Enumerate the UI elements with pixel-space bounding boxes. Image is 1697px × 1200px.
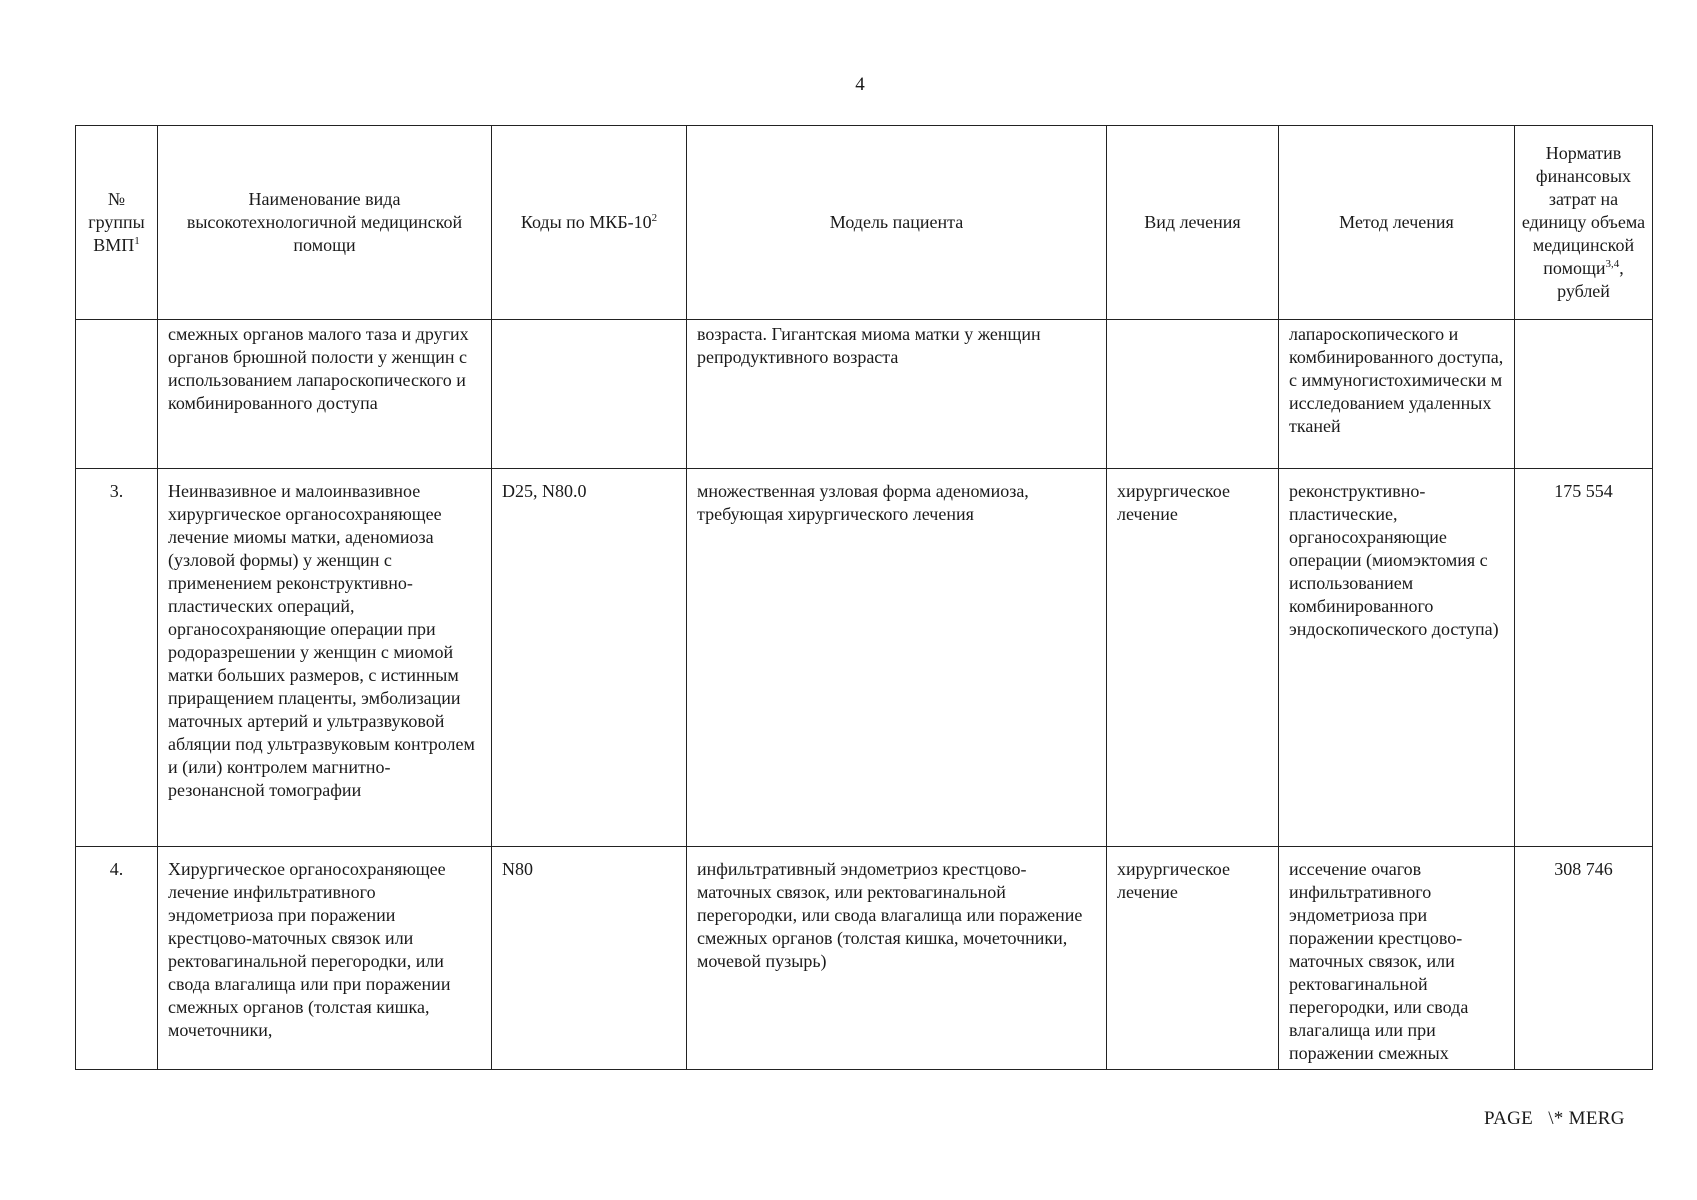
row-treatment-type [1107,320,1279,469]
row-care-name: смежных органов малого таза и других органов брюшной полости у женщин с использованием лапароскопического и комбинированного доступа [158,320,492,469]
row-patient-model: множественная узловая форма аденомиоза, требующая хирургического лечения [687,469,1107,847]
table-row [76,320,1653,469]
row-patient-model: инфильтративный эндометриоз крестцово-маточных связок, или ректовагинальной перегородки, или свода влагалища или поражение смежных органов (толстая кишка, мочеточники, мочевой пузырь) [687,847,1107,1070]
header-icd-codes: Коды по МКБ-$10^2$ [492,126,687,320]
table-header-row [76,126,1653,320]
table-row [76,847,1653,1070]
row-cost [1515,320,1653,469]
row-treatment-method: реконструктивно-пластические, органосохраняющие операции (миомэктомия с использованием комбинированного эндоскопического доступа) [1279,469,1515,847]
row-care-name: Хирургическое органосохраняющее лечение инфильтративного эндометриоза при поражении крестцово-маточных связок или ректовагинальной перегородки, или свода влагалища или при поражении смежных органов (толстая кишка, мочеточники, [158,847,492,1070]
row-number: 4. [76,847,158,1070]
header-patient-model: Модель пациента [687,126,1107,320]
row-codes [492,320,687,469]
row-codes: N80 [492,847,687,1070]
header-group-number: № группы ВМП$^1$ [76,126,158,320]
row-patient-model: возраста. Гигантская миома матки у женщин репродуктивного возраста [687,320,1107,469]
header-treatment-method: Метод лечения [1279,126,1515,320]
table-row [76,469,1653,847]
row-cost: 308 746 [1515,847,1653,1070]
row-number [76,320,158,469]
row-treatment-type: хирургическое лечение [1107,847,1279,1070]
row-treatment-method: лапароскопического и комбинированного доступа, с иммуногистохимически м исследованием удаленных тканей [1279,320,1515,469]
page-field-code: PAGE \* MERG [1484,1108,1625,1129]
row-care-name: Неинвазивное и малоинвазивное хирургическое органосохраняющее лечение миомы матки, аденомиоза (узловой формы) у женщин с применением реконструктивно-пластических операций, органосохраняющие операции при родоразрешении у женщин с миомой матки больших размеров, с истинным приращением плаценты, эмболизации маточных артерий и ультразвуковой абляции под ультразвуковым контролем и (или) контролем магнитно-резонансной томографии [158,469,492,847]
header-cost-standard: Норматив финансовых затрат на единицу объема медицинской помощи$^{3,4}$, рублей [1515,126,1653,320]
vmp-table [75,125,1653,1070]
row-treatment-type: хирургическое лечение [1107,469,1279,847]
row-number: 3. [76,469,158,847]
header-care-type-name: Наименование вида высокотехнологичной медицинской помощи [158,126,492,320]
row-codes: D25, N80.0 [492,469,687,847]
row-treatment-method: иссечение очагов инфильтративного эндометриоза при поражении крестцово-маточных связок, или ректовагинальной перегородки, или свода влагалища или при поражении смежных [1279,847,1515,1070]
page-number: 4 [855,74,865,95]
row-cost: 175 554 [1515,469,1653,847]
header-treatment-type: Вид лечения [1107,126,1279,320]
